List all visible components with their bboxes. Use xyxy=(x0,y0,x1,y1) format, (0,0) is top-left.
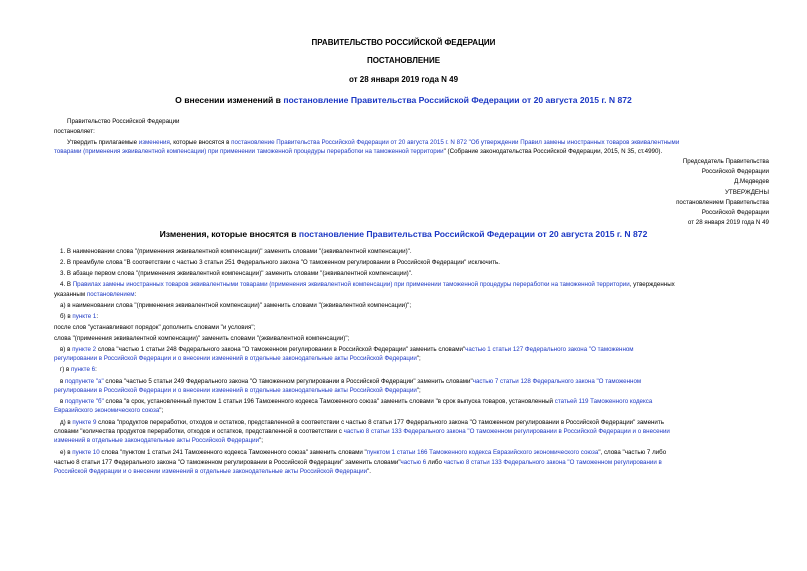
item-text: 4. В xyxy=(60,281,73,288)
item-text: словами "количества продуктов переработки, отходов и остатков, представленной в соответствии с xyxy=(54,428,344,435)
signature-country: Российской Федерации xyxy=(701,168,769,175)
decree-link[interactable]: постановление Правительства Российской Федерации от 20 августа 2015 г. N 872 "Об утверждении Правил замены иностранных товаров эквивалентными xyxy=(231,139,680,146)
law-part-6-link[interactable]: частью 6 xyxy=(400,459,427,466)
law-title-link[interactable]: изменений в отдельные законодательные акты Российской Федерации xyxy=(54,437,260,444)
subitem-g-a-line-1 xyxy=(60,378,641,386)
subitem-g-a-line-2 xyxy=(54,387,421,395)
item-text: ". xyxy=(367,468,372,475)
signature-name: Д.Медведев xyxy=(734,178,769,185)
subitem-g-b-line-1 xyxy=(60,398,652,406)
point-6-link[interactable]: пункте 6 xyxy=(71,366,96,373)
subitem-g xyxy=(60,366,97,374)
law-title-link[interactable]: Российской Федерации и о внесении изменений в отдельные законодательные акты Российской Федерации xyxy=(54,468,368,475)
item-4-line-1 xyxy=(60,281,675,289)
item-2: 2. В преамбуле слова "В соответствии с частью 3 статьи 251 Федерального закона "О таможенном регулировании в Российской Федерации" исключить. xyxy=(60,259,500,266)
item-text: г) в xyxy=(60,366,72,373)
header-date-number: от 28 января 2019 года N 49 xyxy=(348,75,459,84)
item-text: д) в xyxy=(60,419,73,426)
item-text: "; xyxy=(416,387,421,394)
eaeu-code-link[interactable]: Евразийского экономического союза xyxy=(54,407,160,414)
item-4-line-2 xyxy=(54,291,136,299)
law-part-7-art-128-link[interactable]: частью 7 статьи 128 Федерального закона "О таможенном xyxy=(472,378,642,385)
item-text: : xyxy=(95,366,97,373)
item-text: в) в xyxy=(60,346,73,353)
subitem-b xyxy=(60,313,98,321)
approved-label: УТВЕРЖДЕНЫ xyxy=(725,189,769,196)
document-title-prefix: О внесении изменений в xyxy=(175,95,284,105)
law-title-link[interactable]: регулировании в Российской Федерации и о внесении изменений в отдельные законодательные акты Российской Федерации xyxy=(54,387,417,394)
subpoint-b-link[interactable]: подпункте "б" xyxy=(65,398,104,405)
point-1-link[interactable]: пункте 1 xyxy=(72,313,97,320)
subitem-d-line-3 xyxy=(54,437,263,445)
changes-decree-link[interactable]: постановление Правительства Российской Федерации от 20 августа 2015 г. N 872 xyxy=(298,229,648,239)
item-text: в xyxy=(60,398,66,405)
decree-ref-link[interactable]: постановлением xyxy=(86,291,135,298)
item-text: частью 8 статьи 177 Федерального закона "О таможенном регулировании в Российской Федерации" заменить словами" xyxy=(54,459,401,466)
rules-replacement-link[interactable]: Правилах замены иностранных товаров эквивалентными товарами (применения эквивалентной компенсации) при применении таможенной процедуры переработки на таможенной территории xyxy=(72,281,630,288)
point-10-link[interactable]: пункте 10 xyxy=(72,449,100,456)
subitem-b-line-1: после слов "устанавливают порядок" дополнить словами "и условия"; xyxy=(54,324,256,331)
item-text: е) в xyxy=(60,449,73,456)
subitem-v-line-2 xyxy=(54,355,421,363)
item-text: : xyxy=(96,313,99,320)
point-2-link[interactable]: пункте 2 xyxy=(72,346,97,353)
item-text: , утвержденных xyxy=(629,281,675,288)
eaeu-code-art-166-link[interactable]: пунктом 1 статьи 166 Таможенного кодекса Евразийского экономического союза xyxy=(366,449,599,456)
subitem-d-line-2 xyxy=(54,428,670,436)
item-1: 1. В наименовании слова "(применения эквивалентной компенсации)" заменить словами "(эквивалентной компенсации)". xyxy=(60,248,412,255)
law-part-8-art-133-link[interactable]: частью 8 статьи 133 Федерального закона "О таможенном регулировании в xyxy=(443,459,662,466)
approved-country: Российской Федерации xyxy=(701,209,769,216)
law-part-8-art-133-link[interactable]: частью 8 статьи 133 Федерального закона "О таможенном регулировании в Российской Федерации и о внесении xyxy=(343,428,670,435)
item-text: "; xyxy=(159,407,164,414)
document-title xyxy=(0,95,807,106)
intro-text: Утвердить прилагаемые xyxy=(67,139,139,146)
approved-by: постановлением Правительства xyxy=(676,199,769,206)
intro-text: " (Собрание законодательства Российской Федерации, 2015, N 35, ст.4990). xyxy=(443,148,663,155)
header-doc-type: ПОСТАНОВЛЕНИЕ xyxy=(366,56,441,65)
approved-date: от 28 января 2019 года N 49 xyxy=(687,219,769,226)
subitem-v-line-1 xyxy=(60,346,634,354)
item-text: б) в xyxy=(60,313,73,320)
header-org: ПРАВИТЕЛЬСТВО РОССИЙСКОЙ ФЕДЕРАЦИИ xyxy=(311,38,496,47)
item-3: 3. В абзаце первом слова "(применения эквивалентной компенсации)" заменить словами "(эквивалентной компенсации)". xyxy=(60,270,413,277)
changes-title xyxy=(0,229,807,240)
intro-line-2: постановляет: xyxy=(54,128,95,135)
decree-872-link[interactable]: постановление Правительства Российской Федерации от 20 августа 2015 г. N 872 xyxy=(283,95,632,105)
subitem-d-line-1 xyxy=(60,419,664,427)
item-text: указанным xyxy=(54,291,87,298)
subitem-e-line-1 xyxy=(60,449,666,457)
item-text: слова "частью 1 статьи 248 Федерального закона "О таможенном регулировании в Российской Федерации" заменить словами" xyxy=(96,346,466,353)
item-text: слова "частью 5 статьи 249 Федерального закона "О таможенном регулировании в Российской Федерации" заменить словами" xyxy=(103,378,473,385)
item-text: слова "продуктов переработки, отходов и остатков, представленной в соответствии с частью 8 статьи 177 Федерального закона "О таможенном регулировании в Российской Федерации" заменить xyxy=(96,419,664,426)
item-text: слова "пунктом 1 статьи 241 Таможенного кодекса Таможенного союза" заменить словами " xyxy=(99,449,367,456)
intro-text: , которые вносятся в xyxy=(169,139,232,146)
subitem-b-line-2: слова "(применения эквивалентной компенсации)" заменить словами "(эквивалентной компенсации)"; xyxy=(54,335,350,342)
subitem-e-line-3 xyxy=(54,468,371,476)
eaeu-code-art-119-link[interactable]: статьей 119 Таможенного кодекса xyxy=(554,398,653,405)
rules-link[interactable]: товарами (применения эквивалентной компенсации) при применении таможенной процедуры переработки на таможенной территории xyxy=(54,148,444,155)
item-text: либо xyxy=(426,459,444,466)
item-text: ", слова "частью 7 либо xyxy=(598,449,667,456)
law-title-link[interactable]: регулировании в Российской Федерации и о внесении изменений в отдельные законодательные акты Российской Федерации xyxy=(54,355,417,362)
law-part-1-art-127-link[interactable]: частью 1 статьи 127 Федерального закона "О таможенном xyxy=(465,346,634,353)
item-text: в xyxy=(60,378,66,385)
item-text: : xyxy=(134,291,137,298)
signature-position: Председатель Правительства xyxy=(682,158,769,165)
subitem-a: а) в наименовании слова "(применения эквивалентной компенсации)" заменить словами "(эквивалентной компенсации)"; xyxy=(60,302,412,309)
changes-title-prefix: Изменения, которые вносятся в xyxy=(159,229,299,239)
intro-line-1: Правительство Российской Федерации xyxy=(67,118,180,125)
subitem-g-b-line-2 xyxy=(54,407,163,415)
item-text: слова "в срок, установленный пунктом 1 статьи 196 Таможенного кодекса Таможенного союза" заменить словами "в срок выпуска товаров, установленный xyxy=(103,398,555,405)
changes-link[interactable]: изменения xyxy=(138,139,170,146)
intro-paragraph-line-2 xyxy=(54,148,662,156)
subpoint-a-link[interactable]: подпункте "а" xyxy=(65,378,104,385)
subitem-e-line-2 xyxy=(54,459,662,467)
intro-paragraph-line-1 xyxy=(67,139,679,147)
item-text: "; xyxy=(259,437,263,444)
point-9-link[interactable]: пункте 9 xyxy=(72,419,97,426)
item-text: "; xyxy=(416,355,421,362)
